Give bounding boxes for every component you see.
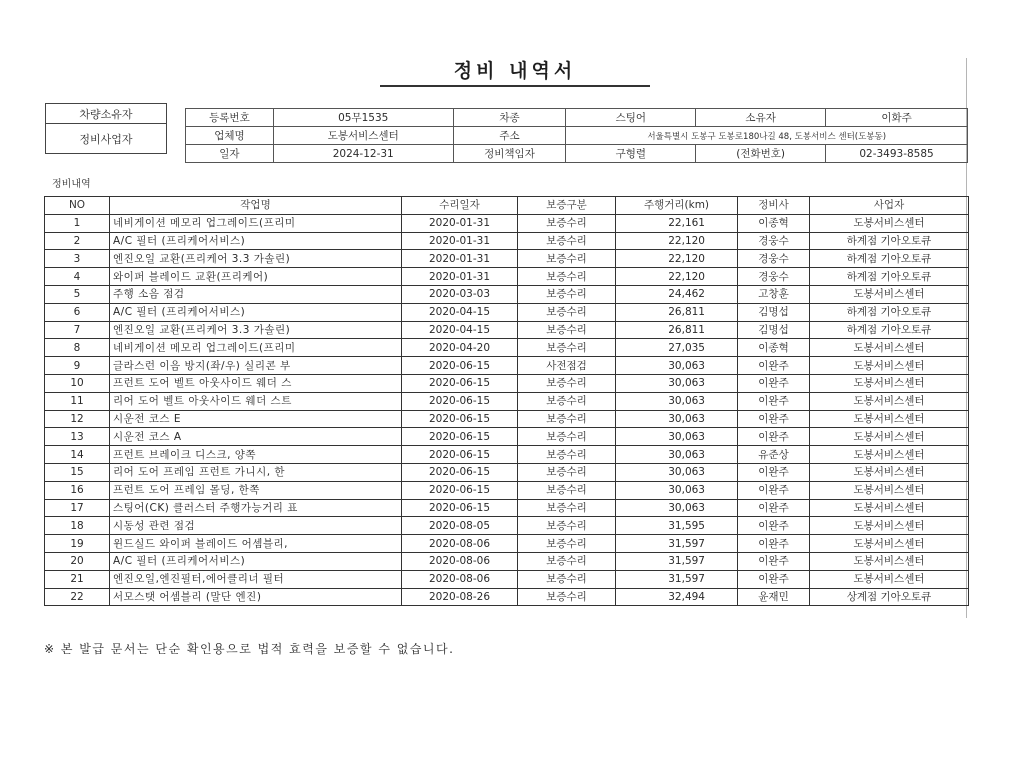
table-row [45,357,969,375]
row-work: 서모스탯 어셈블리 (말단 엔진) [110,588,402,606]
row-shop: 하계점 기아오토큐 [810,232,969,250]
row-warranty: 보증수리 [518,232,616,250]
row-work: 시운전 코스 E [110,410,402,428]
row-no: 19 [45,535,110,553]
row-date: 2020-08-06 [402,535,518,553]
row-date: 2020-06-15 [402,410,518,428]
row-shop: 도봉서비스센터 [810,499,969,517]
date-label: 일자 [186,145,274,163]
vehicle-owner-label: 차량소유자 [46,104,167,124]
owner-label: 소유자 [696,109,826,127]
row-no: 10 [45,374,110,392]
row-shop: 도봉서비스센터 [810,570,969,588]
row-work: A/C 필터 (프리케어서비스) [110,552,402,570]
address-label: 주소 [453,127,566,145]
row-date: 2020-01-31 [402,232,518,250]
row-work: 네비게이션 메모리 업그레이드(프리미 [110,339,402,357]
row-warranty: 보증수리 [518,481,616,499]
row-work: 리어 도어 벨트 아웃사이드 웨더 스트 [110,392,402,410]
manager-value: 구형렬 [566,145,696,163]
section-label: 정비내역 [52,179,91,190]
row-km: 30,063 [616,428,738,446]
row-warranty: 보증수리 [518,410,616,428]
header-row [186,127,968,145]
row-km: 30,063 [616,410,738,428]
row-date: 2020-04-15 [402,303,518,321]
row-mechanic: 김명섭 [738,321,810,339]
row-date: 2020-06-15 [402,499,518,517]
row-date: 2020-08-06 [402,570,518,588]
table-row [45,463,969,481]
row-date: 2020-01-31 [402,268,518,286]
row-no: 8 [45,339,110,357]
row-mechanic: 유준상 [738,446,810,464]
table-row [45,499,969,517]
manager-label: 정비책임자 [453,145,566,163]
model-label: 차종 [453,109,566,127]
table-row [45,552,969,570]
row-warranty: 보증수리 [518,285,616,303]
row-no: 2 [45,232,110,250]
row-shop: 하계점 기아오토큐 [810,268,969,286]
table-row [45,446,969,464]
row-mechanic: 고창훈 [738,285,810,303]
row-no: 20 [45,552,110,570]
row-mechanic: 윤재민 [738,588,810,606]
table-row [45,214,969,232]
table-row [45,570,969,588]
col-no-header: NO [45,197,110,215]
row-work: 엔진오일 교환(프리케어 3.3 가솔린) [110,321,402,339]
row-work: 프런트 도어 프레임 몰딩, 한쪽 [110,481,402,499]
row-mechanic: 김명섭 [738,303,810,321]
col-work-header: 작업명 [110,197,402,215]
biz-name-label: 업체명 [186,127,274,145]
document-title: 정비 내역서 [453,60,577,82]
row-mechanic: 이완주 [738,392,810,410]
row-km: 31,597 [616,552,738,570]
row-work: 엔진오일 교환(프리케어 3.3 가솔린) [110,250,402,268]
table-row [45,535,969,553]
row-date: 2020-04-15 [402,321,518,339]
row-shop: 도봉서비스센터 [810,446,969,464]
table-body [45,214,969,606]
row-mechanic: 이완주 [738,374,810,392]
row-km: 32,494 [616,588,738,606]
reg-no-value: 05무1535 [273,109,453,127]
row-date: 2020-08-06 [402,552,518,570]
row-shop: 도봉서비스센터 [810,535,969,553]
row-date: 2020-06-15 [402,481,518,499]
row-warranty: 보증수리 [518,570,616,588]
row-km: 22,120 [616,250,738,268]
table-row [45,250,969,268]
row-date: 2020-01-31 [402,250,518,268]
model-value: 스팅어 [566,109,696,127]
table-row [45,428,969,446]
row-shop: 도봉서비스센터 [810,481,969,499]
row-date: 2020-06-15 [402,357,518,375]
table-row [45,410,969,428]
row-mechanic: 이완주 [738,552,810,570]
row-km: 30,063 [616,392,738,410]
row-work: 프런트 브레이크 디스크, 양쪽 [110,446,402,464]
header-info-table [185,108,968,163]
row-no: 16 [45,481,110,499]
date-value: 2024-12-31 [273,145,453,163]
shop-operator-label: 정비사업자 [46,124,167,154]
row-date: 2020-06-15 [402,392,518,410]
col-km-header: 주행거리(km) [616,197,738,215]
row-shop: 도봉서비스센터 [810,357,969,375]
table-row [45,285,969,303]
row-km: 30,063 [616,357,738,375]
row-mechanic: 이완주 [738,517,810,535]
row-work: 네비게이션 메모리 업그레이드(프리미 [110,214,402,232]
row-warranty: 보증수리 [518,268,616,286]
col-mechanic-header: 정비사 [738,197,810,215]
row-shop: 도봉서비스센터 [810,552,969,570]
row-date: 2020-06-15 [402,374,518,392]
row-warranty: 보증수리 [518,303,616,321]
row-km: 26,811 [616,303,738,321]
row-warranty: 보증수리 [518,392,616,410]
col-date-header: 수리일자 [402,197,518,215]
table-row [45,268,969,286]
row-km: 22,120 [616,232,738,250]
row-shop: 도봉서비스센터 [810,428,969,446]
header-row [186,145,968,163]
row-no: 13 [45,428,110,446]
row-km: 27,035 [616,339,738,357]
row-km: 30,063 [616,499,738,517]
row-km: 24,462 [616,285,738,303]
address-value: 서울특별시 도봉구 도봉로180나길 48, 도봉서비스 센터(도봉동) [566,127,968,145]
row-warranty: 보증수리 [518,463,616,481]
row-mechanic: 경웅수 [738,232,810,250]
row-no: 5 [45,285,110,303]
table-row [45,588,969,606]
row-date: 2020-06-15 [402,446,518,464]
row-work: 주행 소음 점검 [110,285,402,303]
row-km: 26,811 [616,321,738,339]
row-no: 14 [45,446,110,464]
row-warranty: 보증수리 [518,250,616,268]
row-work: 프런트 도어 벨트 아웃사이드 웨더 스 [110,374,402,392]
row-date: 2020-01-31 [402,214,518,232]
row-work: A/C 필터 (프리케어서비스) [110,303,402,321]
row-work: 엔진오일,엔진필터,에어클리너 필터 [110,570,402,588]
row-warranty: 보증수리 [518,339,616,357]
row-mechanic: 이완주 [738,570,810,588]
table-row [45,481,969,499]
row-shop: 도봉서비스센터 [810,374,969,392]
row-date: 2020-08-05 [402,517,518,535]
row-km: 22,120 [616,268,738,286]
row-work: 스팅어(CK) 클러스터 주행가능거리 표 [110,499,402,517]
row-shop: 도봉서비스센터 [810,339,969,357]
row-mechanic: 이완주 [738,463,810,481]
reg-no-label: 등록번호 [186,109,274,127]
row-no: 4 [45,268,110,286]
title-underline [380,85,650,87]
row-warranty: 보증수리 [518,214,616,232]
row-date: 2020-06-15 [402,428,518,446]
table-row [45,339,969,357]
row-work: A/C 필터 (프리케어서비스) [110,232,402,250]
row-mechanic: 이완주 [738,481,810,499]
row-no: 7 [45,321,110,339]
row-km: 31,595 [616,517,738,535]
table-row [45,321,969,339]
row-shop: 하계점 기아오토큐 [810,321,969,339]
row-km: 22,161 [616,214,738,232]
biz-name-value: 도봉서비스센터 [273,127,453,145]
row-shop: 하계점 기아오토큐 [810,303,969,321]
row-no: 21 [45,570,110,588]
row-date: 2020-04-20 [402,339,518,357]
phone-value: 02-3493-8585 [826,145,968,163]
row-work: 윈드실드 와이퍼 블레이드 어셈블리, [110,535,402,553]
row-no: 1 [45,214,110,232]
row-warranty: 보증수리 [518,321,616,339]
row-km: 30,063 [616,374,738,392]
row-no: 3 [45,250,110,268]
row-no: 6 [45,303,110,321]
row-work: 시운전 코스 A [110,428,402,446]
row-km: 30,063 [616,481,738,499]
row-work: 시동성 관련 점검 [110,517,402,535]
row-date: 2020-08-26 [402,588,518,606]
row-km: 31,597 [616,535,738,553]
row-warranty: 보증수리 [518,552,616,570]
row-no: 17 [45,499,110,517]
table-row [45,374,969,392]
row-shop: 도봉서비스센터 [810,517,969,535]
row-mechanic: 경웅수 [738,250,810,268]
row-km: 31,597 [616,570,738,588]
col-shop-header: 사업자 [810,197,969,215]
row-shop: 도봉서비스센터 [810,214,969,232]
row-warranty: 사전점검 [518,357,616,375]
row-shop: 도봉서비스센터 [810,392,969,410]
owner-value: 이화주 [826,109,968,127]
row-km: 30,063 [616,446,738,464]
table-row [45,303,969,321]
row-km: 30,063 [616,463,738,481]
title-block [380,56,650,83]
table-row [45,517,969,535]
row-shop: 하계점 기아오토큐 [810,250,969,268]
row-mechanic: 이종혁 [738,339,810,357]
row-no: 15 [45,463,110,481]
row-date: 2020-03-03 [402,285,518,303]
phone-label: (전화번호) [696,145,826,163]
row-work: 와이퍼 블레이드 교환(프리케어) [110,268,402,286]
col-warranty-header: 보증구분 [518,197,616,215]
row-warranty: 보증수리 [518,588,616,606]
row-mechanic: 이완주 [738,357,810,375]
row-warranty: 보증수리 [518,517,616,535]
row-mechanic: 이완주 [738,428,810,446]
row-no: 12 [45,410,110,428]
row-warranty: 보증수리 [518,446,616,464]
row-mechanic: 이완주 [738,535,810,553]
row-shop: 도봉서비스센터 [810,410,969,428]
row-mechanic: 이종혁 [738,214,810,232]
row-no: 22 [45,588,110,606]
header-left-labels [45,103,167,154]
row-mechanic: 경웅수 [738,268,810,286]
table-row [45,232,969,250]
row-date: 2020-06-15 [402,463,518,481]
row-shop: 도봉서비스센터 [810,463,969,481]
row-no: 11 [45,392,110,410]
row-work: 글라스런 이음 방지(좌/우) 실리콘 부 [110,357,402,375]
row-warranty: 보증수리 [518,499,616,517]
row-no: 18 [45,517,110,535]
table-row [45,392,969,410]
row-warranty: 보증수리 [518,428,616,446]
row-warranty: 보증수리 [518,374,616,392]
row-shop: 도봉서비스센터 [810,285,969,303]
table-header-row [45,197,969,215]
row-shop: 상계점 기아오토큐 [810,588,969,606]
row-mechanic: 이완주 [738,410,810,428]
row-mechanic: 이완주 [738,499,810,517]
footnote: ※ 본 발급 문서는 단순 확인용으로 법적 효력을 보증할 수 없습니다. [44,642,455,656]
row-work: 리어 도어 프레임 프런트 가니시, 한 [110,463,402,481]
header-row [186,109,968,127]
maintenance-table [44,196,969,606]
row-warranty: 보증수리 [518,535,616,553]
row-no: 9 [45,357,110,375]
